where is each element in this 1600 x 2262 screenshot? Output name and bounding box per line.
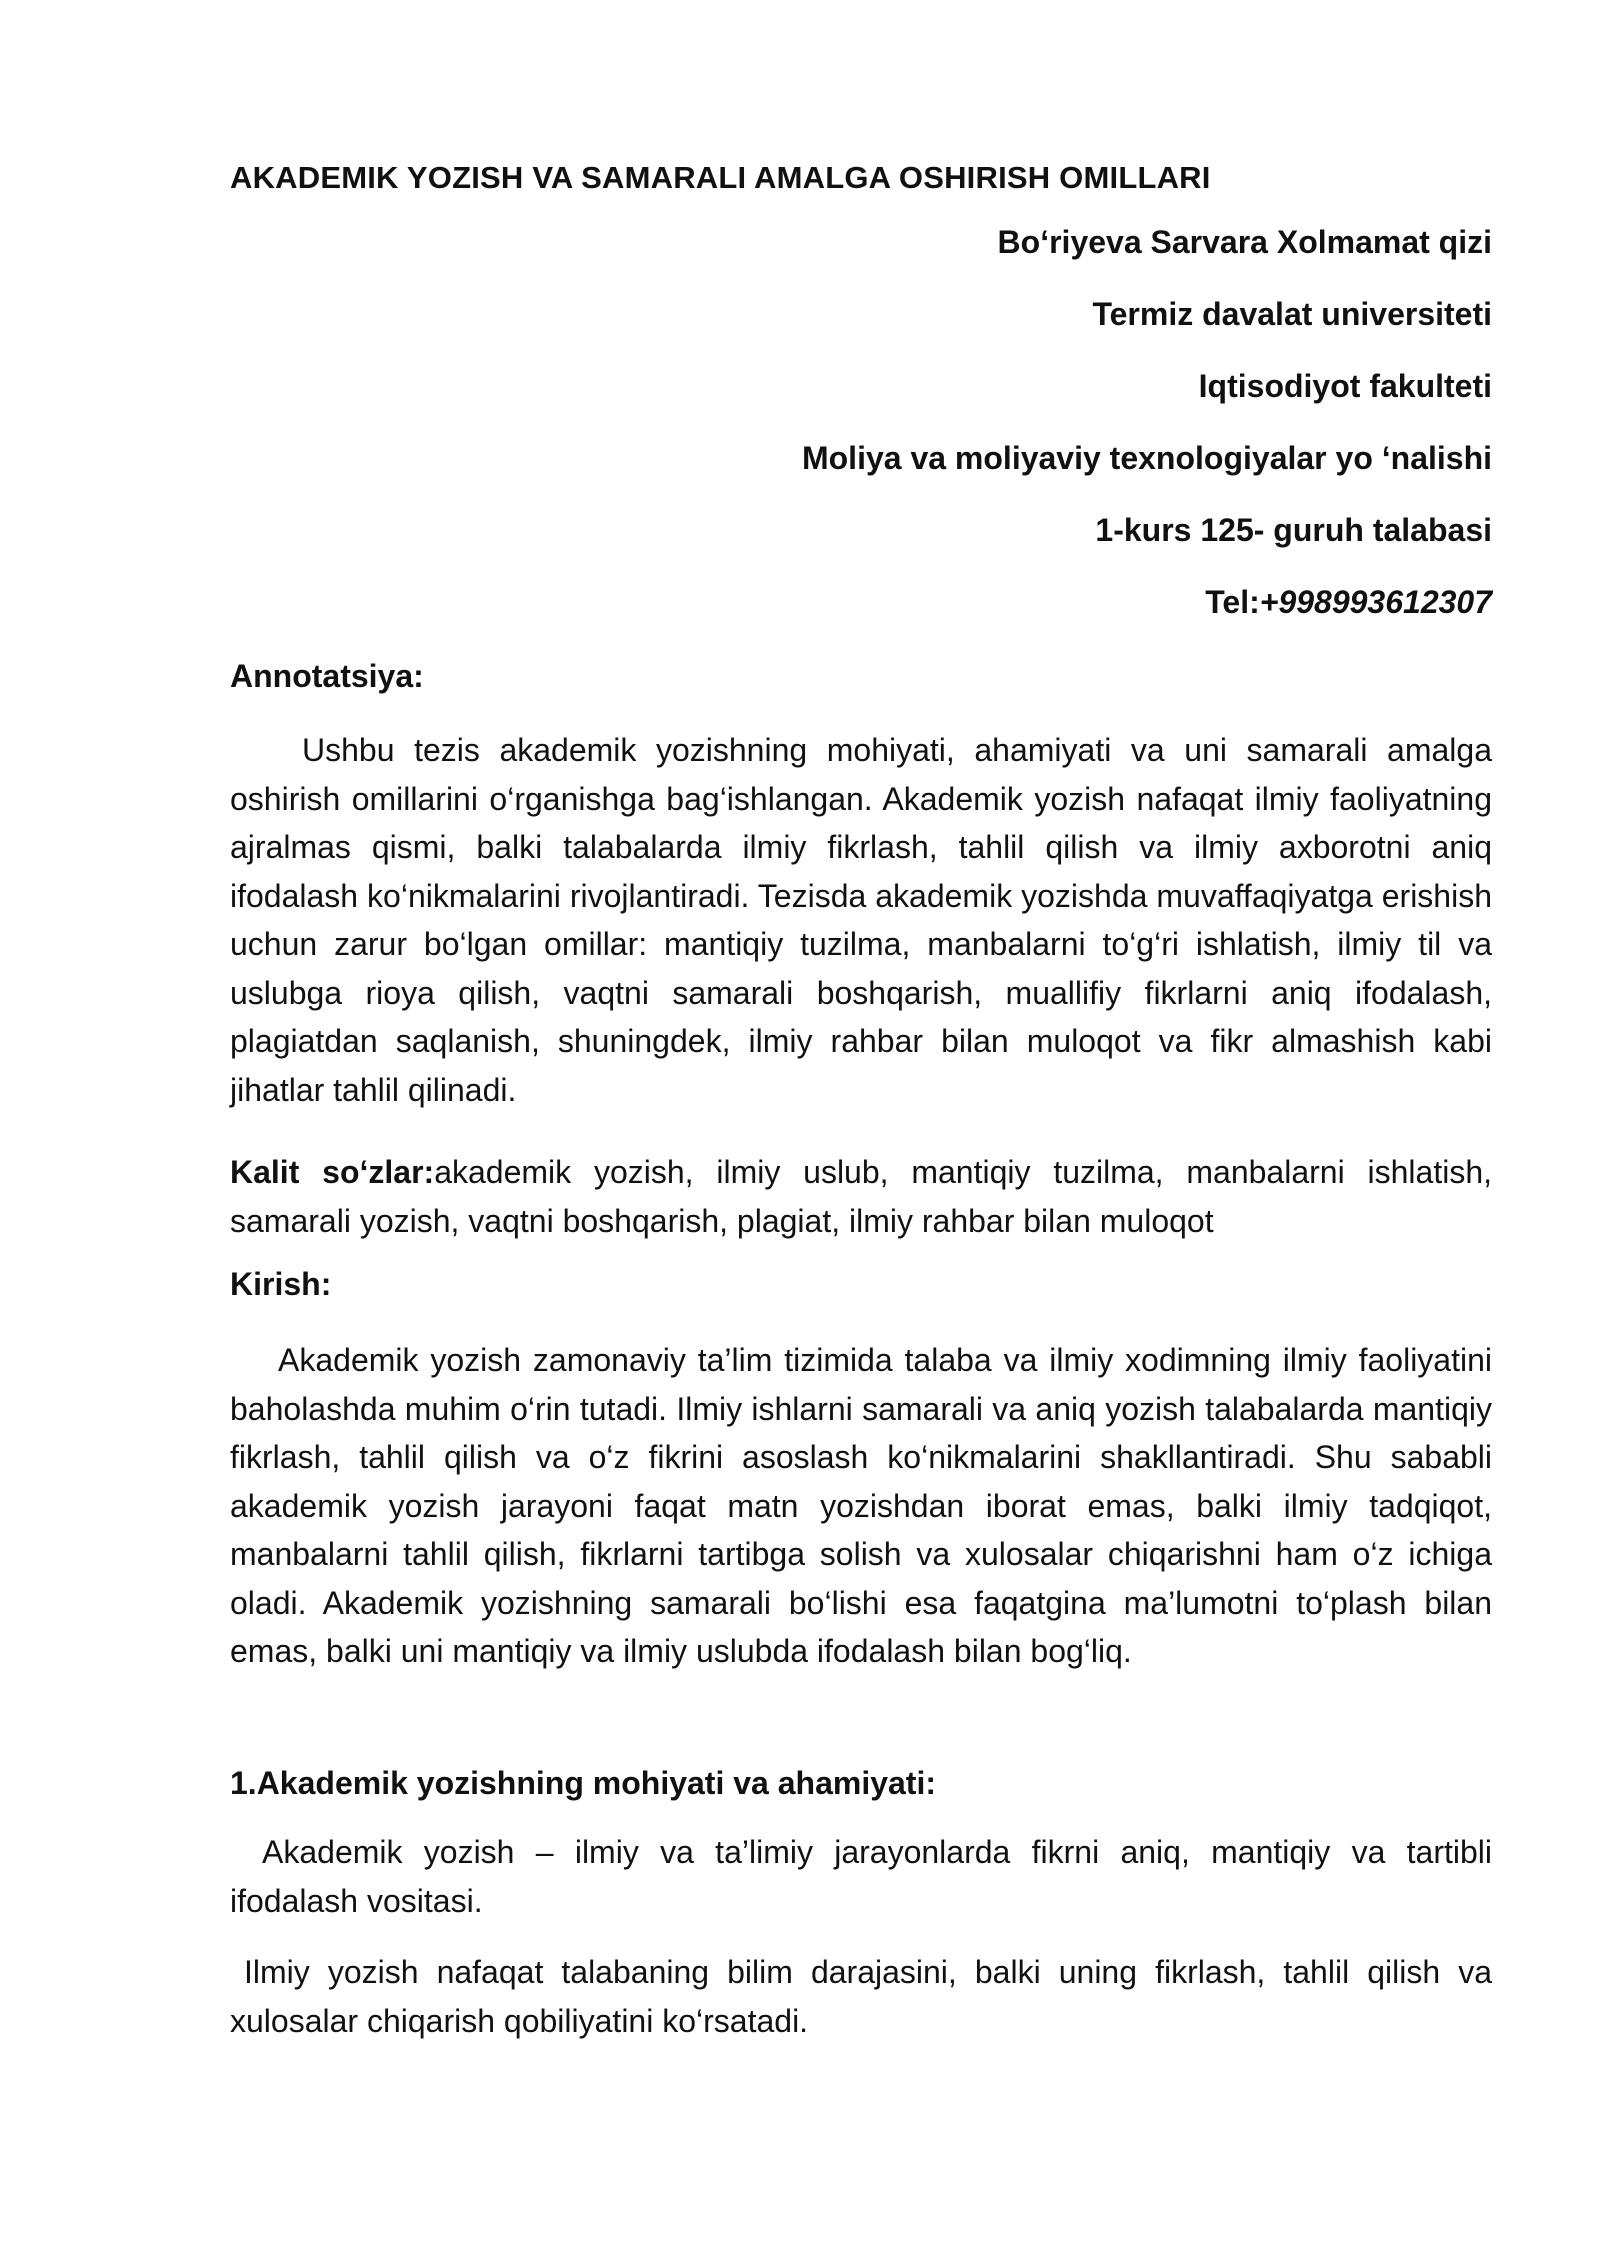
author-name: Bo‘riyeva Sarvara Xolmamat qizi [997,224,1492,260]
tel-value: +998993612307 [1259,584,1492,620]
keywords-text: akademik yozish, ilmiy uslub, mantiqiy tuzilma, manbalarni ishlatish, samarali yozish, vaqtni boshqarish, plagiat, ilmiy rahbar bilan muloqot [230,1154,1493,1239]
keywords-paragraph [230,1148,1492,1245]
section1-heading: 1.Akademik yozishning mohiyati va ahamiyati: [230,1765,936,1801]
tel-label: Tel: [1205,584,1260,620]
document-title: AKADEMIK YOZISH VA SAMARALI AMALGA OSHIRISH OMILLARI [230,160,1211,195]
author-university: Termiz davalat universiteti [1092,296,1492,332]
author-faculty: Iqtisodiyot fakulteti [1198,368,1492,404]
annotation-text: Ushbu tezis akademik yozishning mohiyati, ahamiyati va uni samarali amalga oshirish omillarini o‘rganishga bag‘ishlangan. Akademik yozish nafaqat ilmiy faoliyatning ajralmas qismi, balki talabalarda ilmiy fikrlash, tahlil qilish va ilmiy axborotni aniq ifodalash ko‘nikmalarini rivojlantiradi. Tezisda akademik yozishda muvaffaqiyatga erishish uchun zarur bo‘lgan omillar: mantiqiy tuzilma, manbalarni to‘g‘ri ishlatish, ilmiy til va uslubga rioya qilish, vaqtni samarali boshqarish, muallifiy fikrlarni aniq ifodalash, plagiatdan saqlanish, shuningdek, ilmiy rahbar bilan muloqot va fikr almashish kabi jihatlar tahlil qilinadi. [230,732,1492,1108]
intro-label: Kirish: [230,1266,332,1302]
author-block [230,224,1492,656]
intro-text: Akademik yozish zamonaviy ta’lim tizimida talaba va ilmiy xodimning ilmiy faoliyatini baholashda muhim o‘rin tutadi. Ilmiy ishlarni samarali va aniq yozish talabalarda mantiqiy fikrlash, tahlil qilish va o‘z fikrini asoslash ko‘nikmalarini shakllantiradi. Shu sababli akademik yozish jarayoni faqat matn yozishdan iborat emas, balki ilmiy tadqiqot, manbalarni tahlil qilish, fikrlarni tartibga solish va xulosalar chiqarishni ham o‘z ichiga oladi. Akademik yozishning samarali bo‘lishi esa faqatgina ma’lumotni to‘plash bilan emas, balki uni mantiqiy va ilmiy uslubda ifodalash bilan bog‘liq. [230,1342,1492,1669]
author-tel [230,584,1492,656]
author-direction: Moliya va moliyaviy texnologiyalar yo ‘nalishi [801,440,1492,476]
author-group: 1-kurs 125- guruh talabasi [1095,512,1492,548]
annotation-label: Annotatsiya: [230,658,424,694]
section1-paragraph-1: Akademik yozish – ilmiy va ta’limiy jarayonlarda fikrni aniq, mantiqiy va tartibli ifodalash vositasi. [230,1834,1492,1919]
section1-paragraph-2: Ilmiy yozish nafaqat talabaning bilim darajasini, balki uning fikrlash, tahlil qilish va xulosalar chiqarish qobiliyatini ko‘rsatadi. [230,1954,1492,2039]
keywords-label: Kalit so‘zlar: [230,1154,435,1190]
